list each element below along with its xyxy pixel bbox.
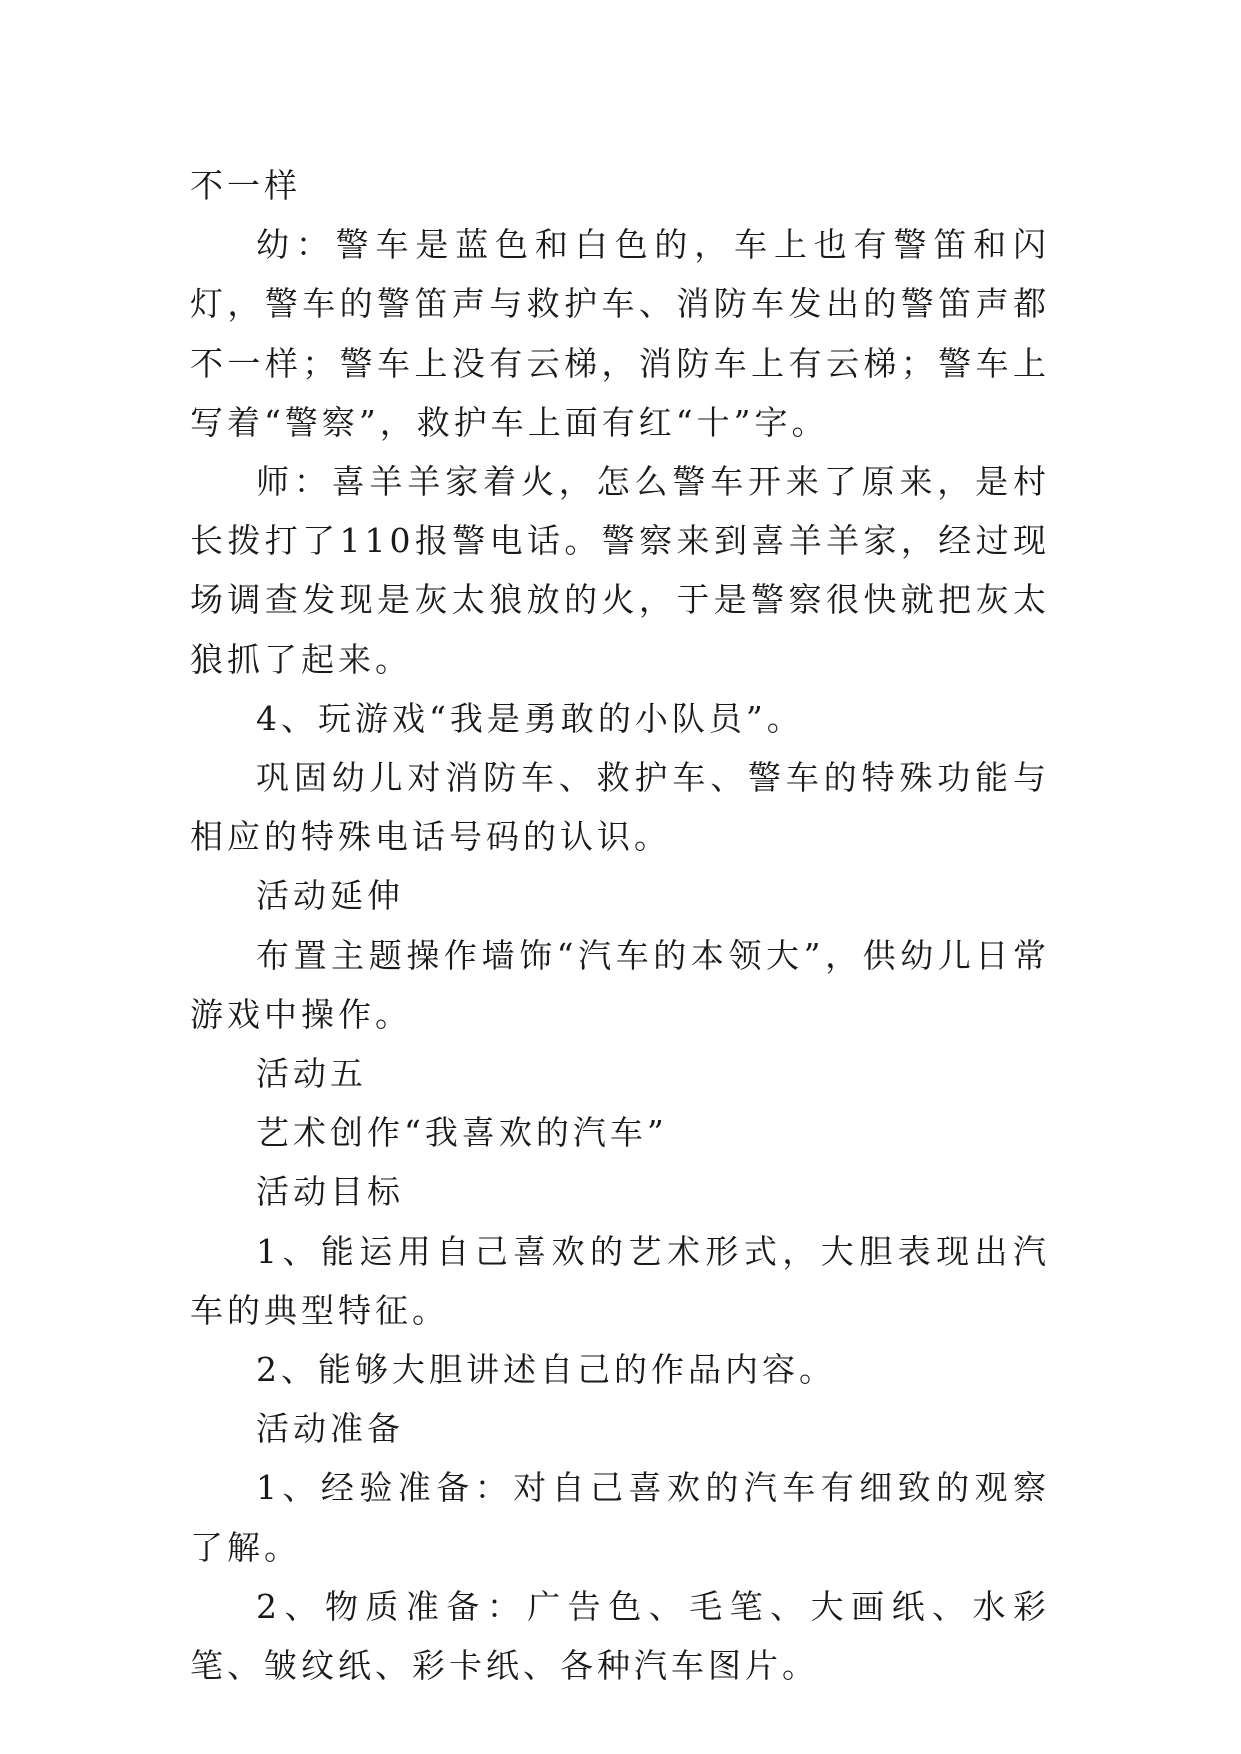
paragraph: 2、能够大胆讲述自己的作品内容。: [256, 1350, 836, 1390]
paragraph: 2、物质准备：广告色、毛笔、大画纸、水彩笔、皱纹纸、彩卡纸、各种汽车图片。: [190, 1586, 1050, 1686]
paragraph: 4、玩游戏“我是勇敢的小队员”。: [256, 698, 804, 738]
paragraph: 不一样: [190, 166, 301, 205]
section-heading: 活动准备: [256, 1409, 404, 1449]
paragraph: 1、能运用自己喜欢的艺术形式，大胆表现出汽车的典型特征。: [190, 1231, 1050, 1330]
paragraph: 幼：警车是蓝色和白色的，车上也有警笛和闪灯，警车的警笛声与救护车、消防车发出的警笛声都不一样；警车上没有云梯，消防车上有云梯；警车上写着“警察”，救护车上面有红“十”字。: [190, 225, 1050, 442]
paragraph: 师：喜羊羊家着火，怎么警车开来了原来，是村长拨打了110报警电话。警察来到喜羊羊家，经过现场调查发现是灰太狼放的火，于是警察很快就把灰太狼抓了起来。: [190, 462, 1050, 679]
document-body: [190, 156, 1050, 1695]
paragraph: 巩固幼儿对消防车、救护车、警车的特殊功能与相应的特殊电话号码的认识。: [190, 758, 1050, 857]
paragraph: 1、经验准备：对自己喜欢的汽车有细致的观察了解。: [190, 1468, 1050, 1567]
activity-title: 艺术创作“我喜欢的汽车”: [256, 1113, 668, 1153]
paragraph: 布置主题操作墙饰“汽车的本领大”，供幼儿日常游戏中操作。: [190, 935, 1050, 1034]
section-heading: 活动延伸: [256, 876, 404, 916]
section-heading: 活动五: [256, 1054, 367, 1094]
section-heading: 活动目标: [256, 1172, 404, 1212]
